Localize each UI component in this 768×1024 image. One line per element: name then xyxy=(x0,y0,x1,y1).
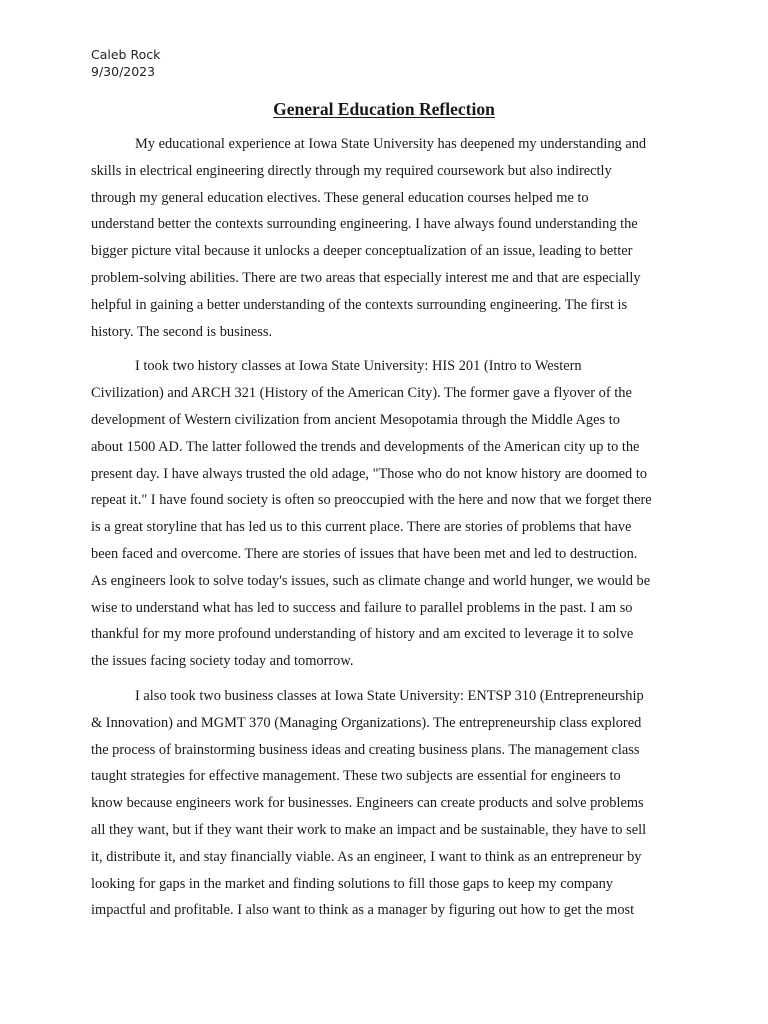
text-line: wise to understand what has led to success and failure to parallel problems in the past. I am so xyxy=(91,599,633,616)
document-body xyxy=(91,131,679,932)
text-line: understand better the contexts surrounding engineering. I have always found understanding the xyxy=(91,216,638,233)
text-line: looking for gaps in the market and finding solutions to fill those gaps to keep my company xyxy=(91,875,613,892)
text-line: the process of brainstorming business ideas and creating business plans. The management class xyxy=(91,741,640,758)
text-line: & Innovation) and MGMT 370 (Managing Organizations). The entrepreneurship class explored xyxy=(91,714,642,731)
text-line: taught strategies for effective management. These two subjects are essential for engineers to xyxy=(91,768,621,785)
document-header xyxy=(91,46,160,80)
text-line: it, distribute it, and stay financially viable. As an engineer, I want to think as an entrepreneur by xyxy=(91,848,642,865)
text-line: As engineers look to solve today's issues, such as climate change and world hunger, we would be xyxy=(91,572,651,589)
text-line: the issues facing society today and tomorrow. xyxy=(91,653,354,670)
text-line: Civilization) and ARCH 321 (History of the American City). The former gave a flyover of the xyxy=(91,385,632,402)
text-line: I took two history classes at Iowa State University: HIS 201 (Intro to Western xyxy=(135,358,582,375)
text-line: is a great storyline that has led us to this current place. There are stories of problems that have xyxy=(91,519,632,536)
text-line: been faced and overcome. There are stories of issues that have been met and led to destruction. xyxy=(91,545,638,562)
text-line: thankful for my more profound understanding of history and am excited to leverage it to solve xyxy=(91,626,634,643)
text-line: know because engineers work for businesses. Engineers can create products and solve problems xyxy=(91,795,644,812)
author-name: Caleb Rock xyxy=(91,47,161,62)
text-line: through my general education electives. These general education courses helped me to xyxy=(91,189,589,206)
text-line: My educational experience at Iowa State University has deepened my understanding and xyxy=(135,136,647,152)
document-date: 9/30/2023 xyxy=(91,64,156,79)
text-line: I also took two business classes at Iowa State University: ENTSP 310 (Entrepreneurship xyxy=(135,687,644,704)
paragraph-2 xyxy=(91,353,679,675)
text-line: present day. I have always trusted the old adage, "Those who do not know history are doomed to xyxy=(91,465,648,482)
text-line: helpful in gaining a better understanding of the contexts surrounding engineering. The first is xyxy=(91,296,628,313)
paragraph-1 xyxy=(91,131,679,345)
text-line: development of Western civilization from ancient Mesopotamia through the Middle Ages to xyxy=(91,411,620,428)
text-line: about 1500 AD. The latter followed the trends and developments of the American city up to the xyxy=(91,438,640,455)
text-line: impactful and profitable. I also want to think as a manager by figuring out how to get the most xyxy=(91,902,635,919)
text-line: skills in electrical engineering directly through my required coursework but also indirectly xyxy=(91,162,612,179)
text-line: history. The second is business. xyxy=(91,323,273,340)
document-title: General Education Reflection xyxy=(273,99,495,119)
text-line: all they want, but if they want their work to make an impact and be sustainable, they have to sell xyxy=(91,821,647,838)
paragraph-3 xyxy=(91,683,679,924)
text-line: problem-solving abilities. There are two areas that especially interest me and that are especially xyxy=(91,269,641,286)
text-line: bigger picture vital because it unlocks a deeper conceptualization of an issue, leading to better xyxy=(91,243,633,260)
text-line: repeat it." I have found society is often so preoccupied with the here and now that we forget there xyxy=(91,492,652,509)
